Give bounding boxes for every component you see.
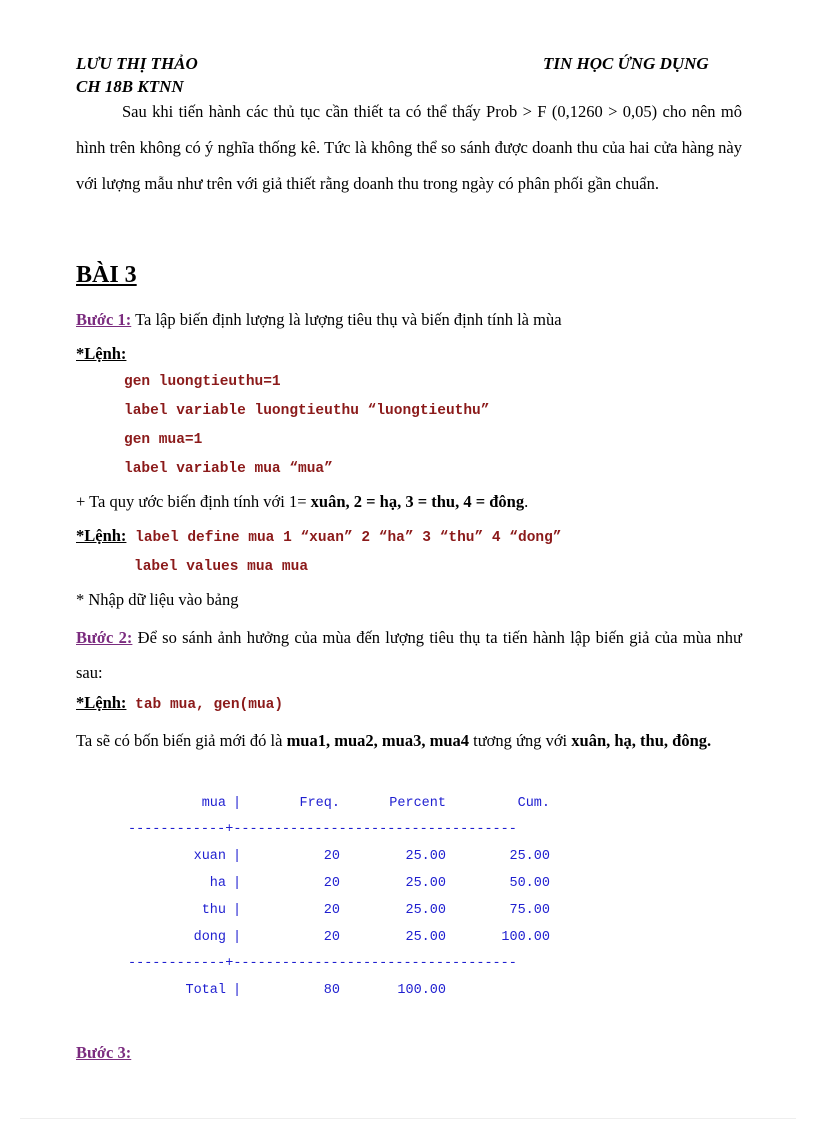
command-line: label values mua mua <box>134 559 309 575</box>
command-line: gen luongtieuthu=1 <box>124 374 281 390</box>
step1-line <box>76 310 562 330</box>
table-cell-cum: 25.00 <box>509 849 550 864</box>
table-total-label: Total <box>185 983 226 998</box>
table-cell-percent: 25.00 <box>405 849 446 864</box>
header-author: LƯU THỊ THẢO <box>76 54 198 73</box>
table-col-divider: | <box>233 930 242 945</box>
table-cell-percent: 25.00 <box>405 876 446 891</box>
table-cell-freq: 20 <box>323 876 340 891</box>
result-vars: mua1, mua2, mua3, mua4 <box>286 731 469 750</box>
step2-result <box>76 723 742 758</box>
step1-cmd-label: *Lệnh: <box>76 344 127 363</box>
table-cell-cum: 75.00 <box>509 903 550 918</box>
convention-pre: + Ta quy ước biến định tính với 1= <box>76 492 311 511</box>
table-row-label: thu <box>201 903 226 918</box>
command-line: gen mua=1 <box>124 432 203 448</box>
table-col-divider: | <box>233 903 242 918</box>
step2-cmd-label: *Lệnh: <box>76 693 127 712</box>
header-class: CH 18B KTNN <box>76 77 184 96</box>
step2-text: Để so sánh ảnh hưởng của mùa đến lượng tiêu thụ ta tiến hành lập biến giả của mùa như sau: <box>76 628 742 682</box>
table-header-percent: Percent <box>389 796 446 811</box>
table-cell-percent: 25.00 <box>405 903 446 918</box>
cmd2-line <box>76 526 562 546</box>
table-cell-freq: 20 <box>323 849 340 864</box>
table-total-percent: 100.00 <box>397 983 446 998</box>
command-line: label variable mua “mua” <box>124 461 333 477</box>
page-bottom-divider <box>20 1118 796 1119</box>
step1-label: Bước 1: <box>76 310 132 329</box>
step2-cmd-line <box>76 693 283 713</box>
table-cell-freq: 20 <box>323 930 340 945</box>
table-col-divider: | <box>233 796 242 811</box>
table-total-freq: 80 <box>323 983 340 998</box>
command-line: label define mua 1 “xuan” 2 “ha” 3 “thu” 4 “dong” <box>126 530 562 546</box>
table-separator: ------------+----------------------------------- <box>128 822 517 837</box>
input-note: * Nhập dữ liệu vào bảng <box>76 590 239 609</box>
step1-cmd2-label: *Lệnh: <box>76 526 127 545</box>
section-title: BÀI 3 <box>76 262 137 288</box>
result-pre: Ta sẽ có bốn biến giả mới đó là <box>76 731 287 750</box>
convention-end: . <box>524 492 529 511</box>
result-mid: tương ứng với <box>469 731 572 750</box>
command-line: tab mua, gen(mua) <box>126 697 284 713</box>
step1-text: Ta lập biến định lượng là lượng tiêu thụ và biến định tính là mùa <box>131 310 562 329</box>
table-row-label: ha <box>209 876 226 891</box>
convention-line <box>76 492 528 512</box>
table-col-divider: | <box>233 849 242 864</box>
intro-paragraph <box>76 94 742 202</box>
step3-label: Bước 3: <box>76 1043 132 1062</box>
table-cell-percent: 25.00 <box>405 930 446 945</box>
table-col-divider: | <box>233 983 242 998</box>
intro-text: Sau khi tiến hành các thủ tục cần thiết ta có thể thấy Prob > F (0,1260 > 0,05) cho nên mô hình trên không có ý nghĩa thống kê. Tức là không thể so sánh được doanh thu của hai cửa hàng này với lượng mẫu như trên với giả thiết rằng doanh thu trong ngày có phân phối gần chuẩn. <box>76 102 742 193</box>
table-cell-cum: 100.00 <box>501 930 550 945</box>
table-header-cum: Cum. <box>517 796 550 811</box>
table-row-label: xuan <box>193 849 226 864</box>
header-subject: TIN HỌC ỨNG DỤNG <box>543 54 709 73</box>
table-cell-cum: 50.00 <box>509 876 550 891</box>
table-separator: ------------+----------------------------------- <box>128 956 517 971</box>
table-row-label: dong <box>193 930 226 945</box>
table-header-freq: Freq. <box>299 796 340 811</box>
command-line: label variable luongtieuthu “luongtieuthu” <box>124 403 490 419</box>
result-seasons: xuân, hạ, thu, đông. <box>571 731 712 750</box>
table-col-divider: | <box>233 876 242 891</box>
step2-label: Bước 2: <box>76 628 133 647</box>
table-header-mua: mua <box>201 796 226 811</box>
convention-values: xuân, 2 = hạ, 3 = thu, 4 = đông <box>310 492 525 511</box>
table-cell-freq: 20 <box>323 903 340 918</box>
step2-paragraph <box>76 620 742 690</box>
